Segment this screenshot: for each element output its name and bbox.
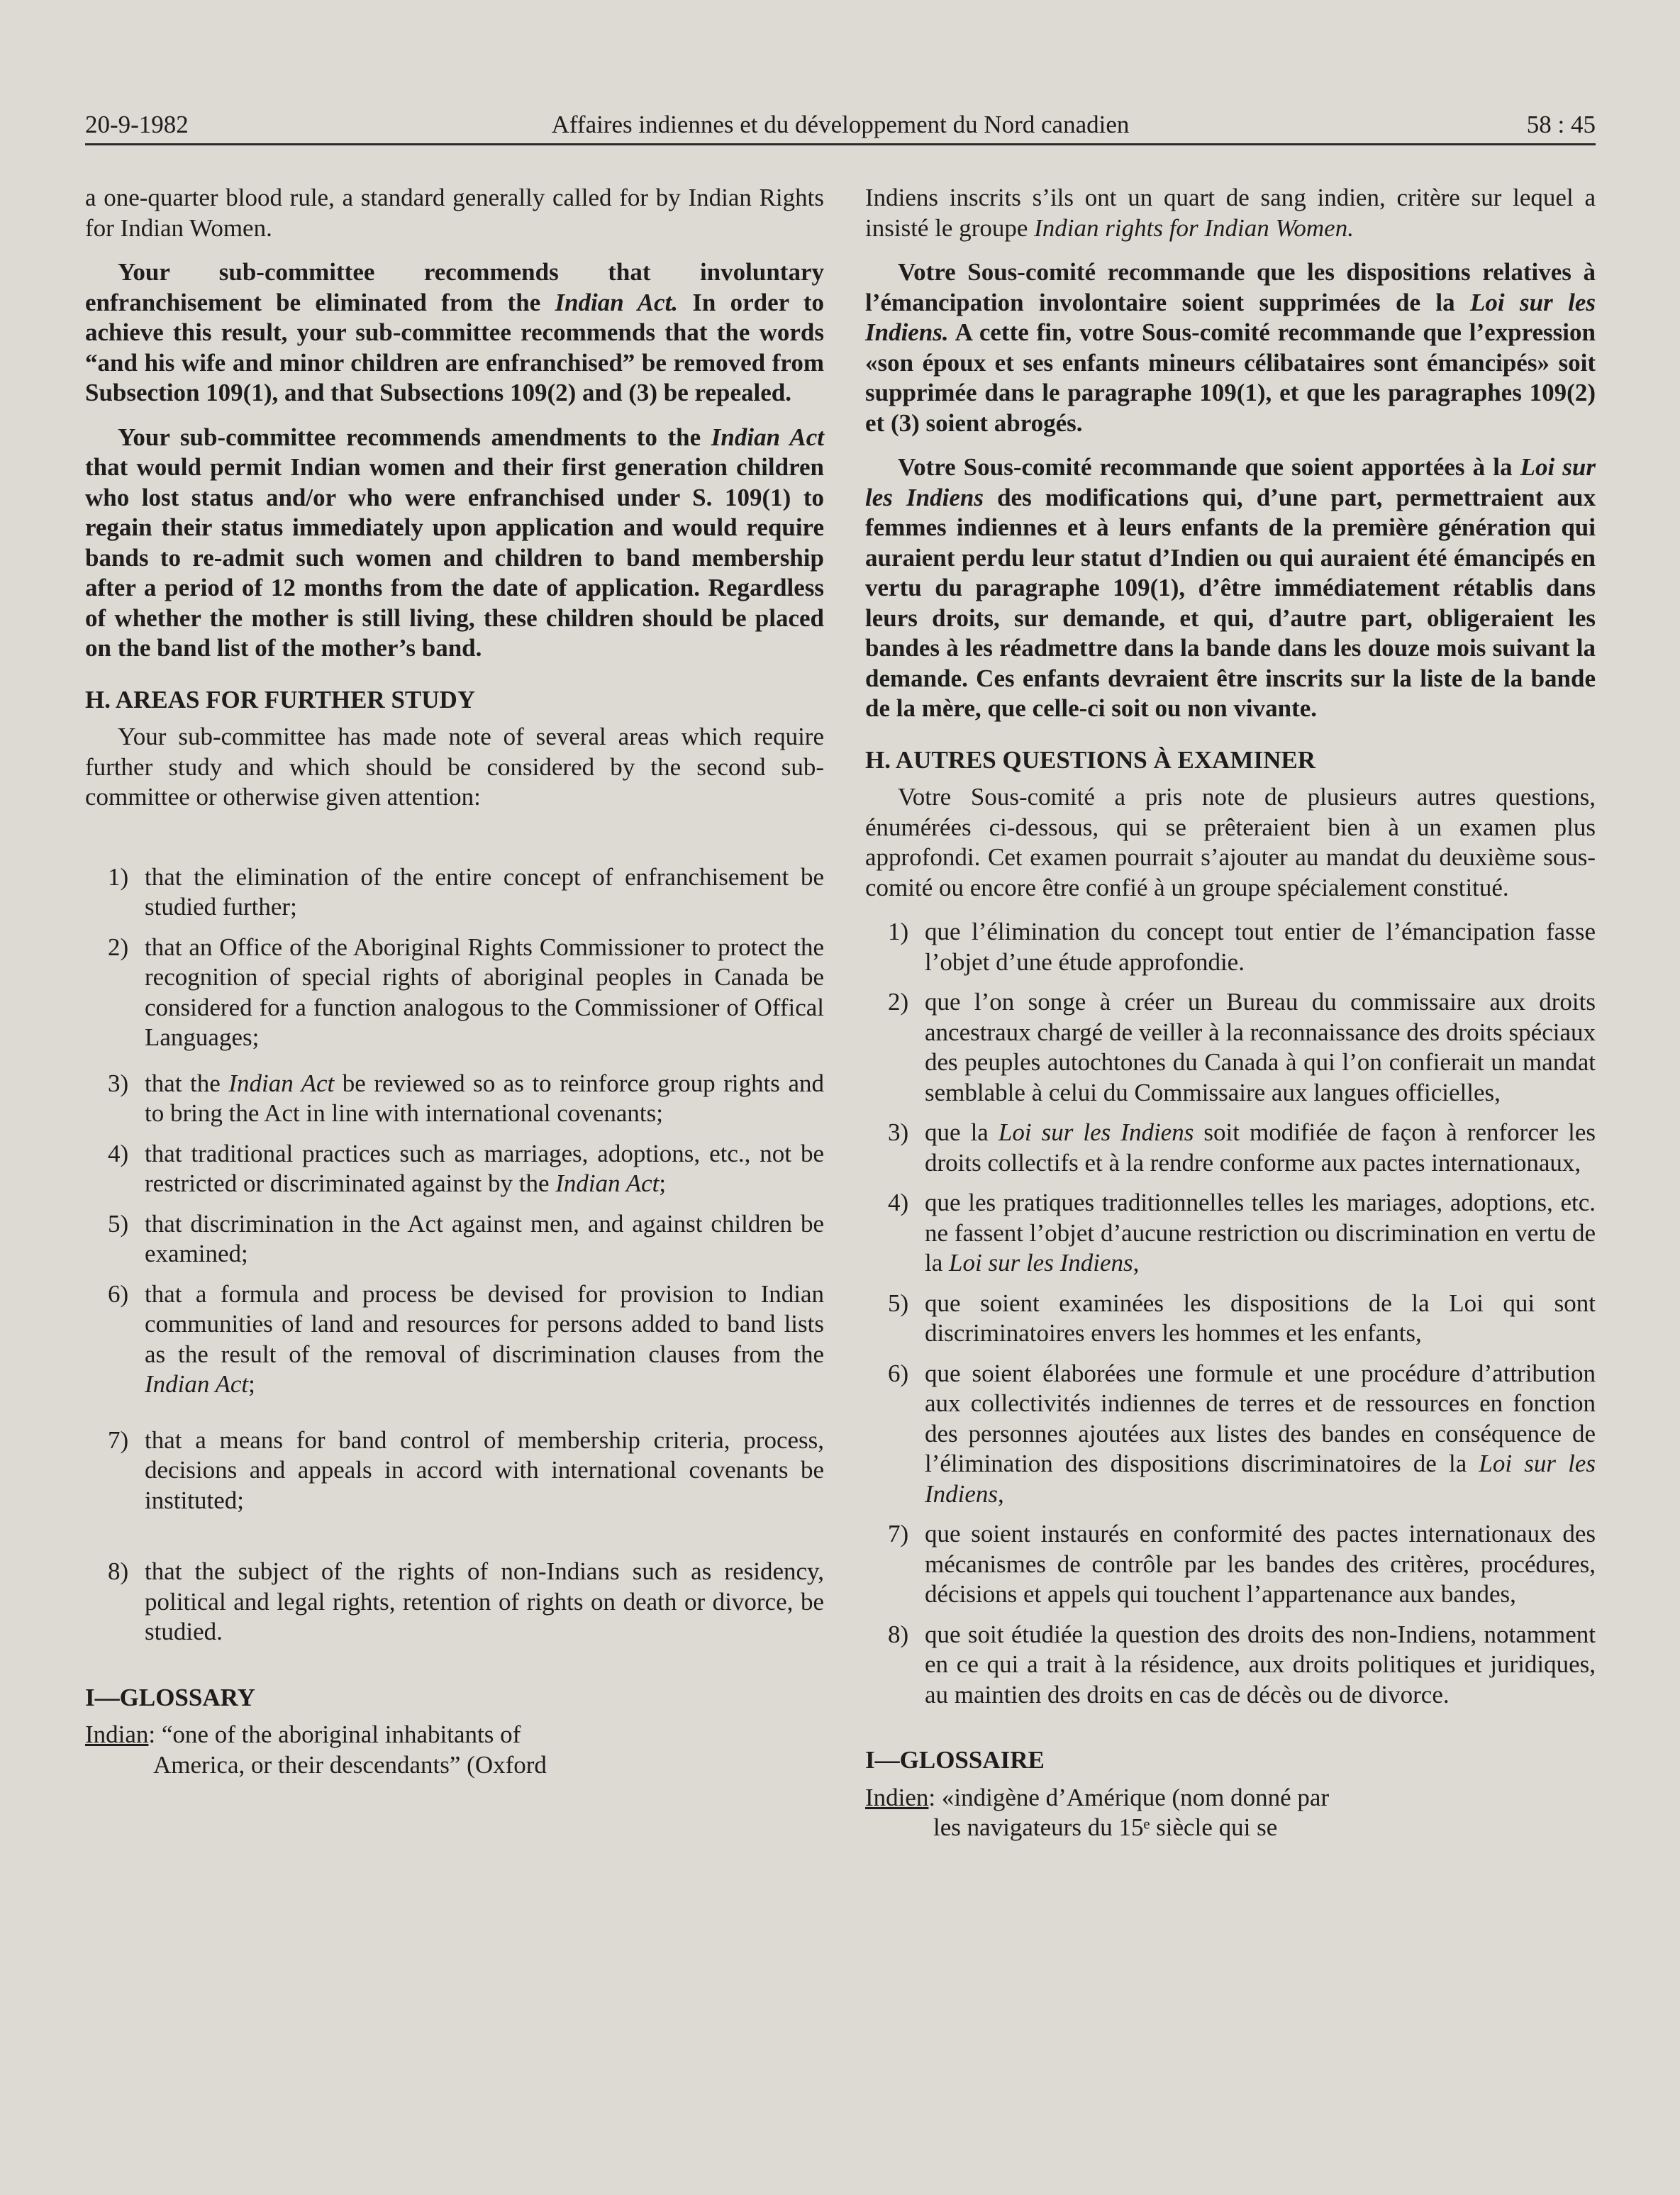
list-item: 8) que soit étudiée la question des droits des non-Indiens, notamment en ce qui a trait à la résidence, aux droits politiques et juridiques, au maintien des droits en cas de décès ou de divorce.	[888, 1620, 1596, 1708]
header-title: Affaires indiennes et du développement du Nord canadien	[551, 111, 1130, 138]
french-column	[865, 183, 1596, 1843]
section-intro: Votre Sous-comité a pris note de plusieurs autres questions, énumérées ci-dessous, qui se prêteraient bien à un examen plus approfondi. Cet examen pourrait s’ajouter au mandat du deuxième sous-comité ou encore être confié à un groupe spécialement constitué.	[865, 783, 1596, 901]
header-date: 20-9-1982	[85, 111, 189, 138]
page-header	[85, 106, 1596, 145]
glossary-heading: I—GLOSSAIRE	[865, 1746, 1045, 1774]
glossary-entry: Indien: «indigène d’Amérique (nom donné par les navigateurs du 15ᵉ siècle qui se	[865, 1783, 1330, 1841]
list-item: 6) that a formula and process be devised for provision to Indian communities of land and resources for persons added to band lists as the result of the removal of discrimination clauses from the Indian Act;	[108, 1279, 824, 1398]
list-item: 7) que soient instaurés en conformité des pactes internationaux des mécanismes de contrôle par les bandes des critères, procédures, décisions et appels qui touchent l’appartenance aux bandes,	[888, 1520, 1596, 1608]
paragraph: Indiens inscrits s’ils ont un quart de sang indien, critère sur lequel a insisté le groupe Indian rights for Indian Women.	[865, 184, 1596, 242]
recommendation-paragraph: Your sub-committee recommends that involuntary enfranchisement be eliminated from the Indian Act. In order to achieve this result, your sub-committee recommends that the words “and his wife and minor children are enfranchised” be removed from Subsection 109(1), and that Subsections 109(2) and (3) be repealed.	[85, 258, 824, 406]
study-list	[85, 862, 824, 1647]
paragraph: a one-quarter blood rule, a standard generally called for by Indian Rights for Indian Women.	[85, 184, 824, 242]
section-heading-h: H. AREAS FOR FURTHER STUDY	[85, 685, 476, 713]
header-page-number: 58 : 45	[1526, 111, 1596, 138]
list-item: 2) that an Office of the Aboriginal Rights Commissioner to protect the recognition of special rights of aboriginal peoples in Canada be considered for a function analogous to the Commissioner of Offical Languages;	[108, 933, 824, 1051]
list-item: 5) that discrimination in the Act against men, and against children be examined;	[108, 1209, 824, 1267]
section-heading-h: H. AUTRES QUESTIONS À EXAMINER	[865, 745, 1315, 774]
list-item: 8) that the subject of the rights of non-Indians such as residency, political and legal rights, retention of rights on death or divorce, be studied.	[108, 1557, 824, 1645]
glossary-term: Indian	[85, 1721, 149, 1748]
recommendation-paragraph: Your sub-committee recommends amendments to the Indian Act that would permit Indian women and their first generation children who lost status and/or who were enfranchised under S. 109(1) to regain their status immediately upon application and would require bands to re-admit such women and children to band membership after a period of 12 months from the date of application. Regardless of whether the mother is still living, these children should be placed on the band list of the mother’s band.	[85, 423, 824, 662]
section-intro: Your sub-committee has made note of several areas which require further study and which should be considered by the second sub-committee or otherwise given attention:	[85, 723, 824, 811]
recommendation-paragraph: Votre Sous-comité recommande que les dispositions relatives à l’émancipation involontaire soient supprimées de la Loi sur les Indiens. A cette fin, votre Sous-comité recommande que l’expression «son époux et ses enfants mineurs célibataires sont émancipés» soit supprimée dans le paragraphe 109(1), et que les paragraphes 109(2) et (3) soient abrogés.	[865, 258, 1596, 437]
list-item: 2) que l’on songe à créer un Bureau du commissaire aux droits ancestraux chargé de veiller à la reconnaissance des droits spéciaux des peuples autochtones du Canada à qui l’on confierait un mandat semblable à celui du Commissaire aux langues officielles,	[888, 988, 1596, 1106]
list-item: 6) que soient élaborées une formule et une procédure d’attribution aux collectivités indiennes de terres et de ressources en fonction des personnes ajoutées aux listes des bandes en conséquence de l’élimination des dispositions discriminatoires de la Loi sur les Indiens,	[888, 1359, 1596, 1508]
english-column	[85, 183, 824, 1780]
glossary-entry: Indian: “one of the aboriginal inhabitants of America, or their descendants” (Oxford	[85, 1721, 547, 1779]
list-item: 1) que l’élimination du concept tout entier de l’émancipation fasse l’objet d’une étude approfondie.	[888, 918, 1596, 976]
list-item: 3) that the Indian Act be reviewed so as to reinforce group rights and to bring the Act in line with international covenants;	[108, 1069, 824, 1127]
list-item: 7) that a means for band control of membership criteria, process, decisions and appeals in accord with international covenants be instituted;	[108, 1426, 824, 1514]
list-item: 5) que soient examinées les dispositions de la Loi qui sont discriminatoires envers les hommes et les enfants,	[888, 1289, 1596, 1347]
recommendation-paragraph: Votre Sous-comité recommande que soient apportées à la Loi sur les Indiens des modifications qui, d’une part, permettraient aux femmes indiennes et à leurs enfants de la première génération qui auraient perdu leur statut d’Indien ou qui auraient été émancipés en vertu du paragraphe 109(1), d’être immédiatement rétablis dans leurs droits, sur demande, et qui, d’autre part, obligeraient les bandes à les réadmettre dans la bande dans les douze mois suivant la demande. Ces enfants devraient être inscrits sur la liste de la bande de la mère, que celle-ci soit ou non vivante.	[865, 453, 1596, 722]
list-item: 3) que la Loi sur les Indiens soit modifiée de façon à renforcer les droits collectifs et à la rendre conforme aux pactes internationaux,	[888, 1118, 1596, 1177]
study-list	[865, 917, 1596, 1710]
list-item: 4) que les pratiques traditionnelles telles les mariages, adoptions, etc. ne fassent l’objet d’aucune restriction ou discrimination en vertu de la Loi sur les Indiens,	[888, 1189, 1596, 1277]
list-item: 1) that the elimination of the entire concept of enfranchisement be studied further;	[108, 862, 824, 921]
glossary-term: Indien	[865, 1783, 929, 1811]
list-item: 4) that traditional practices such as marriages, adoptions, etc., not be restricted or discriminated against by the Indian Act;	[108, 1139, 824, 1197]
glossary-heading: I—GLOSSARY	[85, 1683, 255, 1711]
